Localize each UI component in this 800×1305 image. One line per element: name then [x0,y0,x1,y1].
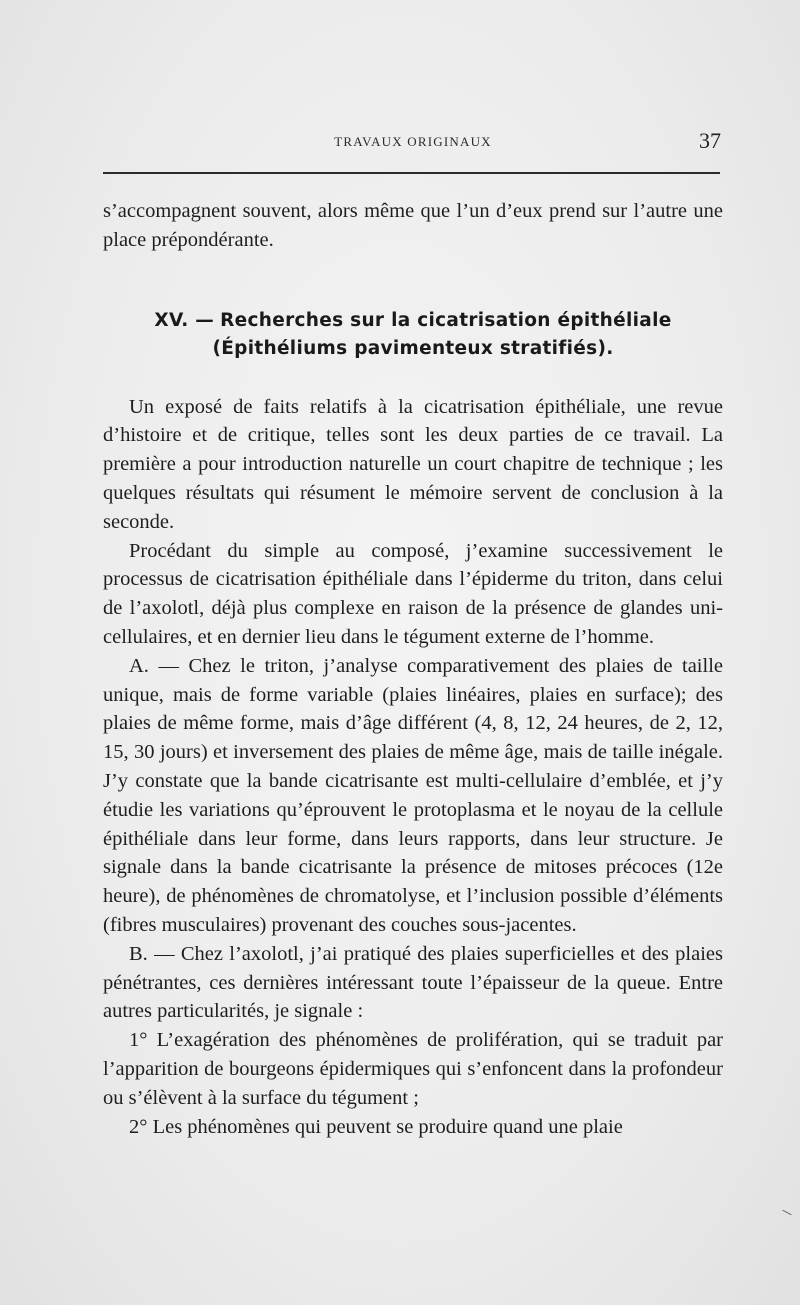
header-rule [103,172,720,174]
page-number: 37 [699,128,721,153]
section-number: XV. — [154,309,215,331]
paragraph: 2° Les phénomènes qui peuvent se produire quand une plaie [129,1115,623,1138]
paragraph: B. — Chez l’axolotl, j’ai pratiqué des plaies superficielles et des plaies pénétrantes, ces dernières intéressant toute l’épaisseur de la queue. Entre autres particularités, je signale : [103,942,723,1023]
paragraph: 1° L’exagération des phénomènes de prolifération, qui se traduit par l’apparition de bourgeons épidermiques qui s’enfoncent dans la profondeur ou s’élèvent à la surface du tégument ; [103,1029,723,1109]
running-title: TRAVAUX ORIGINAUX [334,134,492,149]
paragraph: Procédant du simple au composé, j’examine successivement le processus de cicatrisation épithéliale dans l’épiderme du triton, dans celui de l’axolotl, déjà plus complexe en raison de la présence de glandes uni-cellulaires, et en dernier lieu dans le tégument externe de l’homme. [103,539,723,648]
paragraph: A. — Chez le triton, j’analyse comparativement des plaies de taille unique, mais de forme variable (plaies linéaires, plaies en surface); des plaies de même forme, mais d’âge différent (4, 8, 12, 24 heures, de 2, 12, 15, 30 jours) et inversement des plaies de même âge, mais de taille inégale. J’y constate que la bande cicatrisante est multi-cellulaire d’emblée, et j’y étudie les variations qu’éprouvent le protoplasma et le noyau de la cellule épithéliale dans leur forme, dans leurs rapports, dans leur structure. Je signale dans la bande cicatrisante la présence de mitoses précoces (12e heure), de phénomènes de chromatolyse, et l’inclusion possible d’éléments (fibres musculaires) provenant des couches sous-jacentes. [103,654,723,936]
section-subtitle: (Épithéliums pavimenteux stratifiés). [212,337,614,359]
scan-speck [782,1210,791,1216]
section-title-line-1 [103,307,723,335]
intro-paragraph: s’accompagnent souvent, alors même que l’un d’eux prend sur l’autre une place prépondérante. [103,200,723,251]
section-heading [103,307,723,363]
body-text [103,197,723,1141]
paragraph: Un exposé de faits relatifs à la cicatrisation épithéliale, une revue d’histoire et de critique, telles sont les deux parties de ce travail. La première a pour introduction naturelle un court chapitre de technique ; les quelques résultats qui résument le mémoire servent de conclusion à la seconde. [103,395,723,533]
running-header [103,128,723,158]
section-title: Recherches sur la cicatrisation épithéliale [220,309,672,331]
